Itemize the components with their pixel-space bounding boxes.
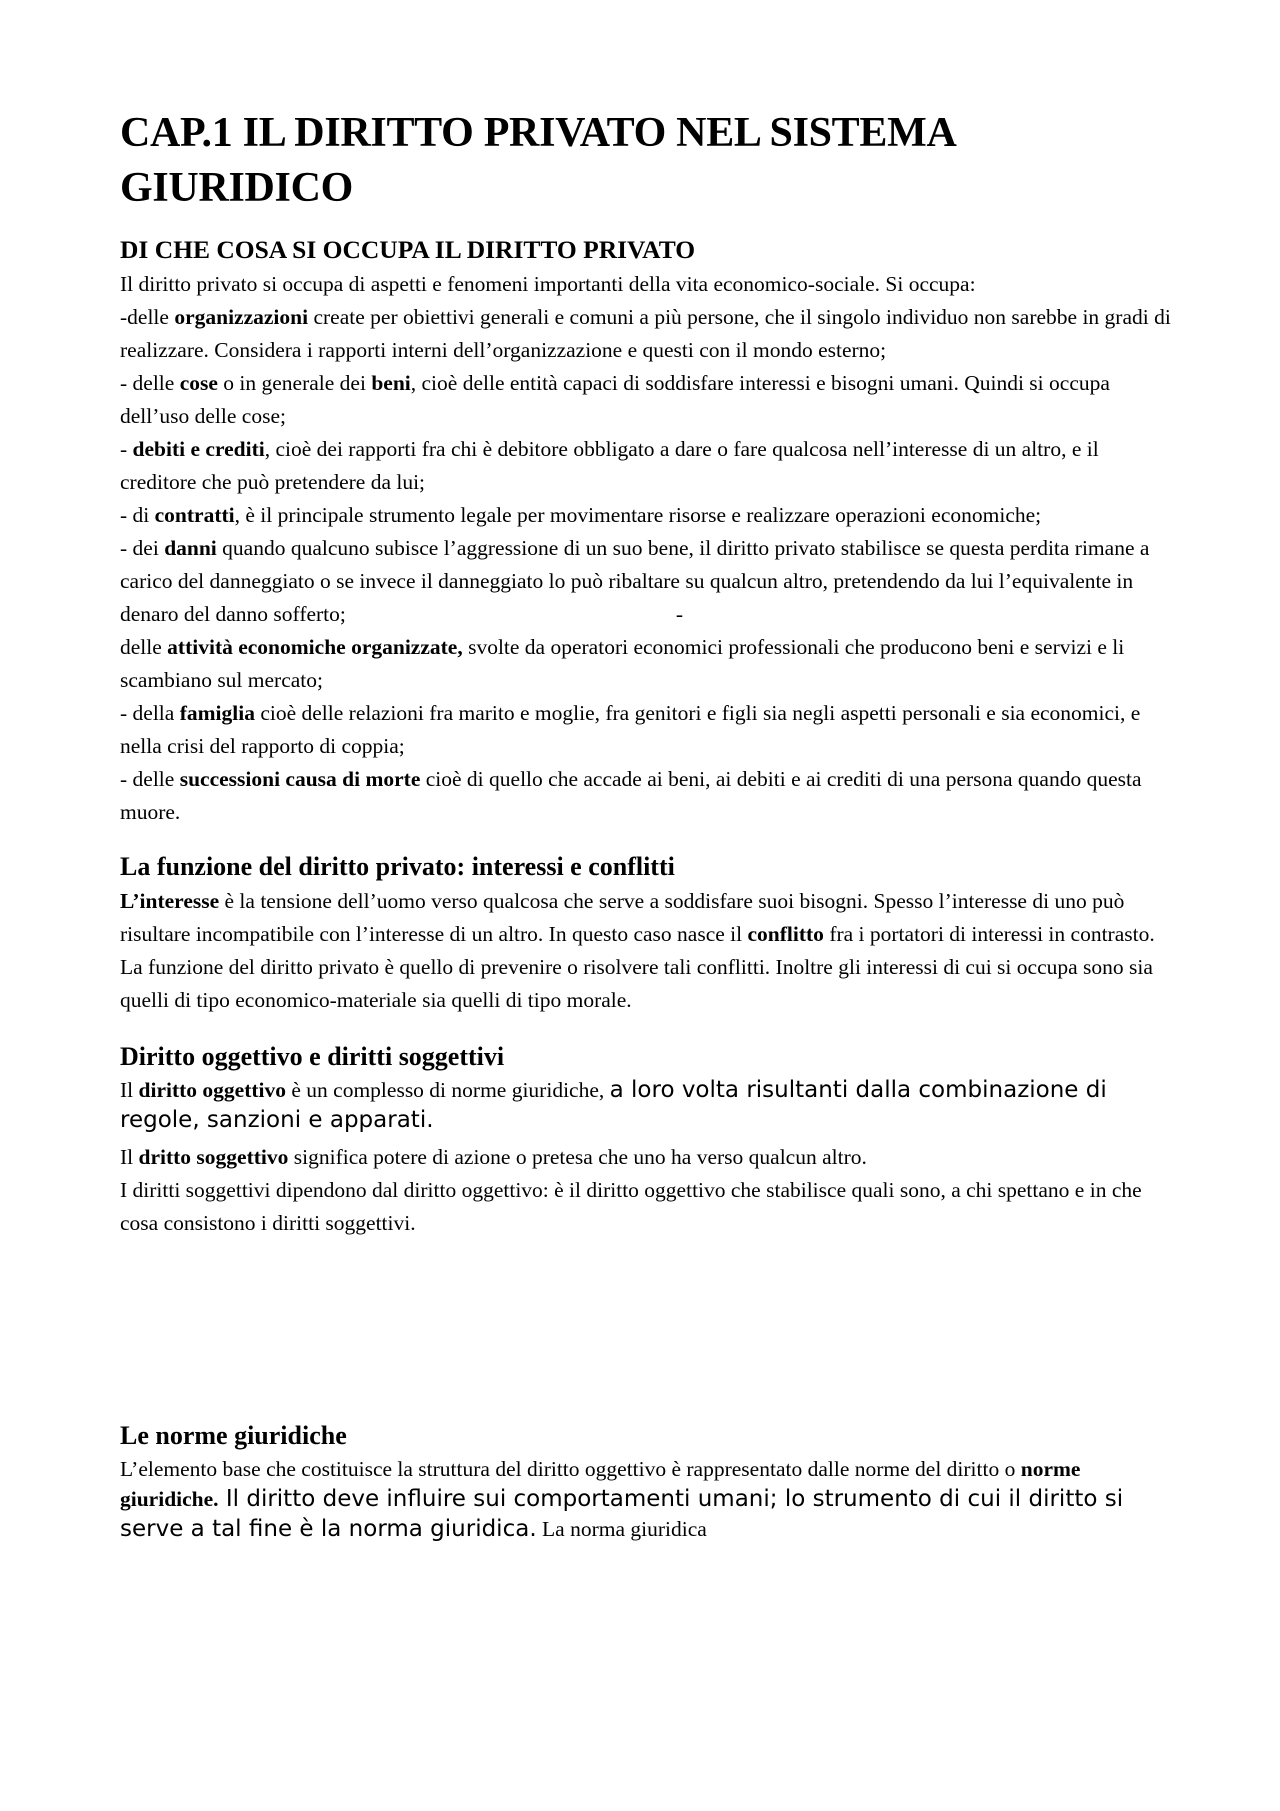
section-heading-oggettivo: Diritto oggettivo e diritti soggettivi <box>120 1042 505 1071</box>
list-item-contratti: - di contratti, è il principale strumento legale per movimentare risorse e realizzare operazioni economiche; <box>120 503 1042 527</box>
list-item-famiglia: - della famiglia cioè delle relazioni fra marito e moglie, fra genitori e figli sia negli aspetti personali e sia economici, e nella crisi del rapporto di coppia; <box>120 701 1141 758</box>
paragraph-soggettivo: Il dritto soggettivo significa potere di azione o pretesa che uno ha verso qualcun altro. <box>120 1145 867 1169</box>
section-heading-norme: Le norme giuridiche <box>120 1421 347 1450</box>
list-item-debiti: - debiti e crediti, cioè dei rapporti fra chi è debitore obbligato a dare o fare qualcosa nell’interesse di un altro, e il creditore che può pretendere da lui; <box>120 437 1099 494</box>
section-funzione <box>120 849 1172 1017</box>
list-item-successioni: - delle successioni causa di morte cioè di quello che accade ai beni, ai debiti e ai crediti di una persona quando questa muore. <box>120 767 1142 824</box>
paragraph-intro: Il diritto privato si occupa di aspetti e fenomeni importanti della vita economico-sociale. Si occupa: <box>120 272 976 296</box>
list-item-cose: - delle cose o in generale dei beni, cioè delle entità capaci di soddisfare interessi e bisogni umani. Quindi si occupa dell’uso delle cose; <box>120 371 1110 428</box>
section-diritto-oggettivo <box>120 1039 1172 1240</box>
list-item-danni: - dei danni quando qualcuno subisce l’aggressione di un suo bene, il diritto privato stabilisce se questa perdita rimane a carico del danneggiato o se invece il danneggiato lo può ribaltare su qualcun altro, pretendendo da lui l’equivalente in denaro del danno sofferto; - <box>120 536 1150 626</box>
blank-space <box>120 1240 1172 1418</box>
paragraph-dipendenza: I diritti soggettivi dipendono dal diritto oggettivo: è il diritto oggettivo che stabilisce quali sono, a chi spettano e in che cosa consistono i diritti soggettivi. <box>120 1178 1142 1235</box>
section-ambito <box>120 232 1172 829</box>
list-item-attivita: delle attività economiche organizzate, svolte da operatori economici professionali che producono beni e servizi e li scambiano sul mercato; <box>120 635 1125 692</box>
section-norme <box>120 1418 1172 1544</box>
paragraph-oggettivo: Il diritto oggettivo è un complesso di norme giuridiche, a loro volta risultanti dalla combinazione di regole, sanzioni e apparati. <box>120 1077 1107 1133</box>
section-heading-funzione: La funzione del diritto privato: interessi e conflitti <box>120 852 675 881</box>
document-page <box>120 96 1172 1544</box>
paragraph-interessi: L’interesse è la tensione dell’uomo verso qualcosa che serve a soddisfare suoi bisogni. Spesso l’interesse di uno può risultare incompatibile con l’interesse di un altro. In questo caso nasce il conflitto fra i portatori di interessi in contrasto. La funzione del diritto privato è quello di prevenire o risolvere tali conflitti. Inoltre gli interessi di cui si occupa sono sia quelli di tipo economico-materiale sia quelli di tipo morale. <box>120 889 1155 1012</box>
list-item-organizzazioni: -delle organizzazioni create per obiettivi generali e comuni a più persone, che il singolo individuo non sarebbe in gradi di realizzare. Considera i rapporti interni dell’organizzazione e questi con il mondo esterno; <box>120 305 1171 362</box>
section-heading-ambito: DI CHE COSA SI OCCUPA IL DIRITTO PRIVATO <box>120 235 696 264</box>
paragraph-norme: L’elemento base che costituisce la struttura del diritto oggettivo è rappresentato dalle norme del diritto o norme giuridiche. Il diritto deve influire sui comportamenti umani; lo strumento di cui il diritto si serve a tal fine è la norma giuridica. La norma giuridica <box>120 1457 1124 1542</box>
chapter-title: CAP.1 IL DIRITTO PRIVATO NEL SISTEMA GIURIDICO <box>120 110 955 211</box>
